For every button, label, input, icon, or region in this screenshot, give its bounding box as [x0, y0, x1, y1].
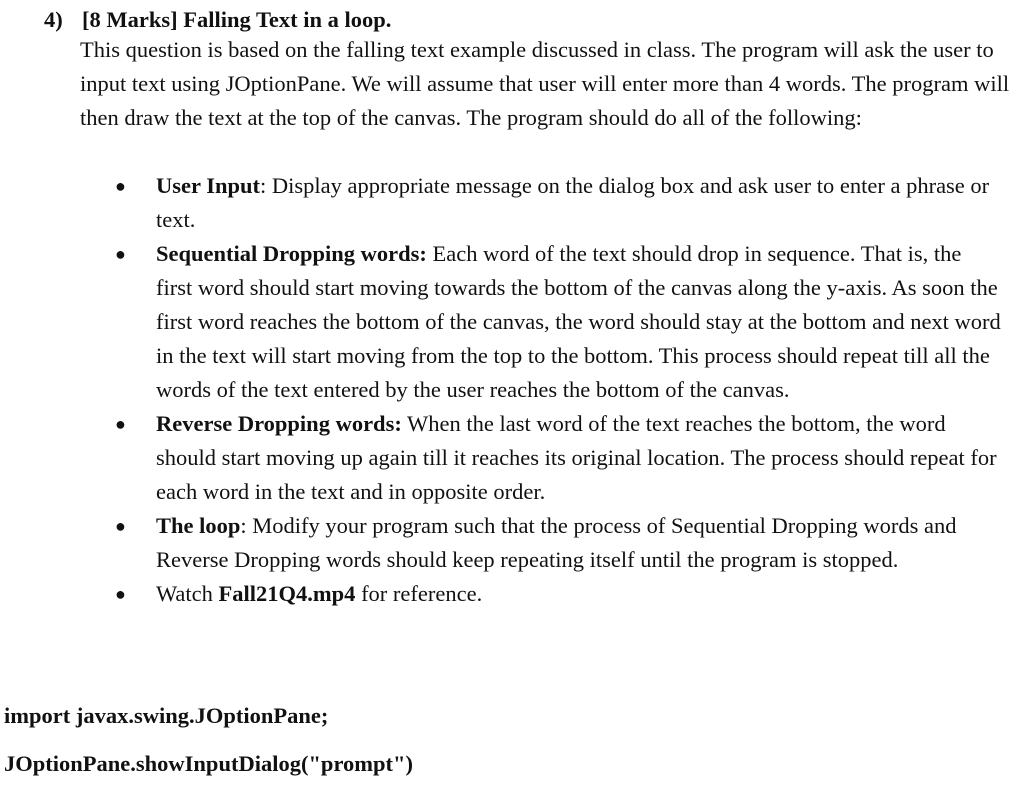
requirement-reverse-dropping — [0, 407, 1001, 509]
requirement-separator: : — [260, 173, 267, 198]
bullet-icon: ● — [115, 516, 126, 536]
watch-file-name: Fall21Q4.mp4 — [218, 581, 356, 606]
bullet-icon: ● — [115, 414, 126, 434]
requirement-sequential-dropping — [0, 237, 1001, 407]
code-call-line: JOptionPane.showInputDialog("prompt") — [4, 751, 414, 776]
requirement-heading: The loop — [156, 513, 241, 538]
requirement-user-input — [0, 169, 1001, 237]
requirement-separator: : — [240, 513, 247, 538]
requirement-the-loop — [0, 509, 1001, 577]
requirement-watch-reference — [0, 577, 1001, 611]
requirement-text: Modify your program such that the process of Sequential Dropping words and Reverse Dropping words should keep repeating itself until the program is stopped. — [156, 513, 957, 572]
requirement-heading: Reverse Dropping words: — [156, 411, 402, 436]
question-number: 4) — [44, 7, 63, 32]
requirements-list — [0, 169, 1001, 611]
question-heading — [44, 3, 391, 37]
requirement-heading: User Input — [156, 173, 260, 198]
requirement-text: Display appropriate message on the dialog box and ask user to enter a phrase or text. — [156, 173, 990, 232]
watch-suffix: for reference. — [355, 581, 483, 606]
requirement-heading: Sequential Dropping words: — [156, 241, 427, 266]
bullet-icon: ● — [115, 244, 126, 264]
requirement-text: Each word of the text should drop in sequence. That is, the first word should start moving towards the bottom of the canvas along the y-axis. As soon the first word reaches the bottom of the canvas, the word should stay at the bottom and next word in the text will start moving from the top to the bottom. This process should repeat till all the words of the text entered by the user reaches the bottom of the canvas. — [156, 241, 1001, 402]
question-title: [8 Marks] Falling Text in a loop. — [82, 7, 392, 32]
requirement-text: When the last word of the text reaches the bottom, the word should start moving up again till it reaches its original location. The process should repeat for each word in the text and in opposite order. — [156, 411, 997, 504]
question-intro: This question is based on the falling text example discussed in class. The program will ask the user to input text using JOptionPane. We will assume that user will enter more than 4 words. The program will then draw the text at the top of the canvas. The program should do all of the following: — [80, 37, 1010, 130]
bullet-icon: ● — [115, 584, 126, 604]
watch-prefix: Watch — [156, 581, 219, 606]
bullet-icon: ● — [115, 176, 126, 196]
code-import-line: import javax.swing.JOptionPane; — [4, 703, 329, 728]
